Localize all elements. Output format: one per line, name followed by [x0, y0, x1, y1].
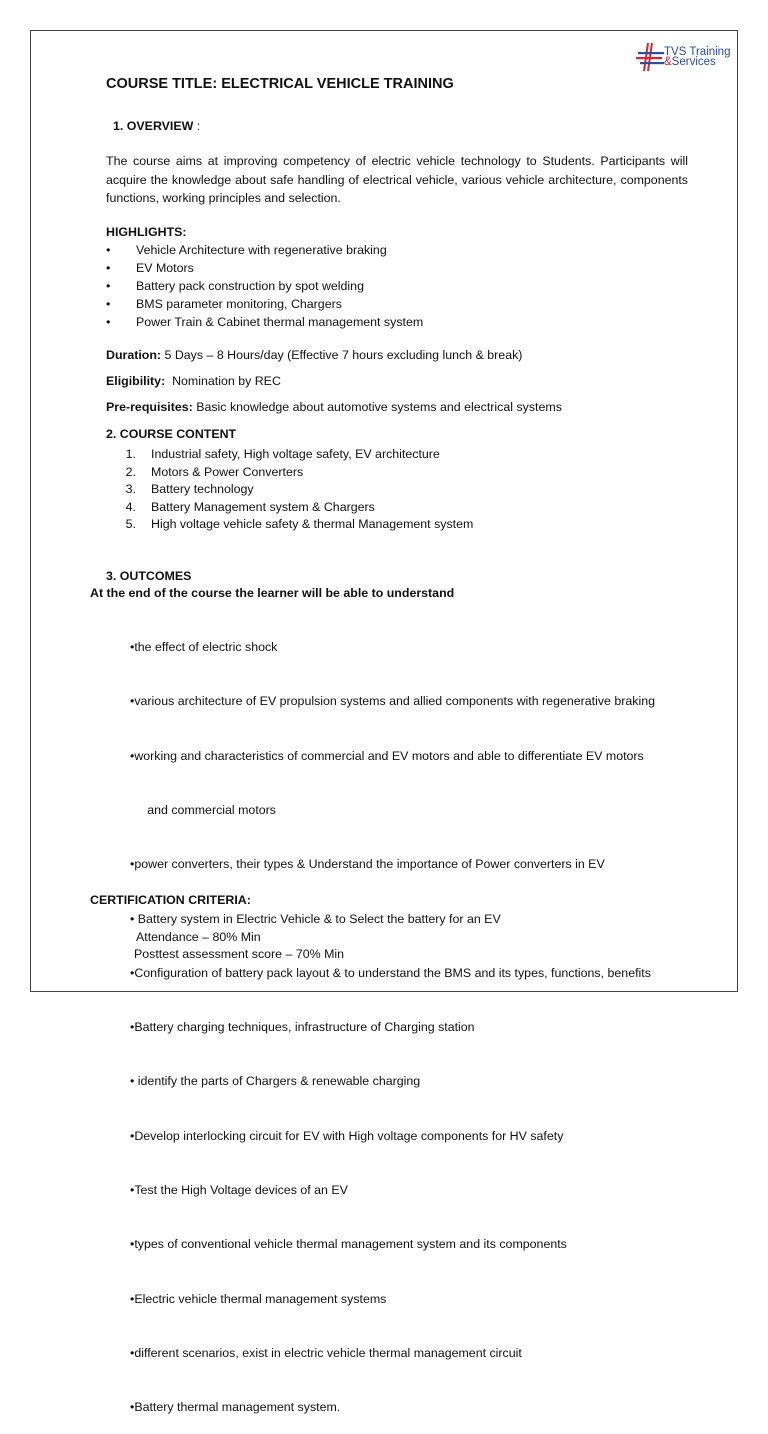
eligibility-label: Eligibility:: [106, 374, 166, 388]
course-content-heading: 2. COURSE CONTENT: [106, 427, 237, 441]
outcome-item: •the effect of electric shock: [130, 640, 278, 655]
outcome-item: • Battery system in Electric Vehicle & to Select the battery for an EV: [130, 911, 501, 926]
course-title: COURSE TITLE: ELECTRICAL VEHICLE TRAINING: [106, 76, 454, 92]
prerequisites-line: [106, 398, 562, 416]
outcome-item: •power converters, their types & Understand the importance of Power converters in EV: [130, 857, 605, 872]
certification-posttest: Posttest assessment score – 70% Min: [134, 947, 345, 961]
bullet-icon: •: [106, 279, 111, 293]
item-number: 2.: [125, 464, 136, 479]
outcome-item: •Electric vehicle thermal management systems: [130, 1291, 387, 1306]
bullet-icon: •: [106, 297, 111, 311]
outcomes-list: [130, 602, 655, 1434]
outcome-item: •Battery thermal management system.: [130, 1400, 341, 1415]
item-number: 4.: [125, 499, 136, 514]
item-text: High voltage vehicle safety & thermal Management system: [151, 517, 474, 531]
logo-line2: Services: [671, 56, 716, 68]
overview-heading-colon: :: [193, 119, 201, 133]
item-number: 3.: [125, 482, 136, 496]
highlight-text: Battery pack construction by spot welding: [136, 279, 364, 293]
highlight-item: [106, 313, 424, 331]
duration-label: Duration:: [106, 348, 162, 362]
highlight-text: Power Train & Cabinet thermal management system: [136, 315, 424, 329]
outcome-item: •Configuration of battery pack layout & to understand the BMS and its types, functions, benefits: [130, 965, 651, 980]
outcome-item: • identify the parts of Chargers & renewable charging: [130, 1074, 421, 1089]
highlight-item: [106, 241, 423, 259]
outcomes-subheading: At the end of the course the learner will be able to understand: [90, 586, 455, 600]
prerequisites-label: Pre-requisites:: [106, 400, 193, 414]
outcome-item: •various architecture of EV propulsion systems and allied components with regenerative braking: [130, 694, 656, 709]
prerequisites-value: Basic knowledge about automotive systems and electrical systems: [192, 400, 562, 414]
logo-line1: TVS Training: [664, 46, 731, 58]
duration-value: 5 Days – 8 Hours/day (Effective 7 hours excluding lunch & break): [161, 348, 523, 362]
highlight-text: EV Motors: [136, 261, 194, 275]
highlights-heading: HIGHLIGHTS:: [106, 225, 187, 239]
bullet-icon: •: [106, 243, 111, 257]
highlight-item: [106, 277, 423, 295]
outcome-item: •different scenarios, exist in electric vehicle thermal management circuit: [130, 1345, 522, 1360]
highlight-text: BMS parameter monitoring, Chargers: [136, 297, 342, 311]
outcome-item: •types of conventional vehicle thermal management system and its components: [130, 1237, 567, 1252]
logo-amp: &: [664, 56, 672, 68]
highlight-text: Vehicle Architecture with regenerative braking: [136, 243, 387, 257]
highlights-list: [106, 241, 424, 331]
highlight-item: [106, 295, 423, 313]
bullet-icon: •: [106, 315, 111, 329]
bullet-icon: •: [106, 261, 111, 275]
item-number: 1.: [125, 447, 136, 461]
overview-heading: [113, 117, 200, 135]
outcome-item: •Test the High Voltage devices of an EV: [130, 1183, 348, 1197]
outcome-item: •Battery charging techniques, infrastructure of Charging station: [130, 1020, 475, 1035]
logo-text: [664, 47, 730, 67]
certification-attendance: Attendance – 80% Min: [136, 930, 261, 944]
outcome-item: •working and characteristics of commercial and EV motors and able to differentiate EV motors: [130, 748, 644, 763]
item-number: 5.: [125, 517, 136, 531]
item-text: Battery technology: [151, 482, 254, 496]
item-text: Industrial safety, High voltage safety, EV architecture: [151, 447, 440, 461]
certification-heading: CERTIFICATION CRITERIA:: [90, 893, 251, 907]
outcome-item: •Develop interlocking circuit for EV with High voltage components for HV safety: [130, 1128, 564, 1143]
eligibility-line: [106, 372, 281, 390]
item-text: Motors & Power Converters: [151, 464, 304, 479]
item-text: Battery Management system & Chargers: [151, 499, 375, 514]
overview-heading-text: 1. OVERVIEW: [113, 119, 194, 133]
outcomes-heading: 3. OUTCOMES: [106, 569, 192, 583]
outcome-item: and commercial motors: [130, 803, 276, 818]
overview-paragraph: The course aims at improving competency of electric vehicle technology to Students. Participants will acquire the knowledge about safe handling of electrical vehicle, various vehicle architecture, components functions, working principles and selection.: [106, 154, 688, 205]
duration-line: [106, 346, 522, 364]
eligibility-value: Nomination by REC: [165, 374, 281, 388]
tvs-logo: [636, 40, 736, 74]
highlight-item: [106, 259, 423, 277]
